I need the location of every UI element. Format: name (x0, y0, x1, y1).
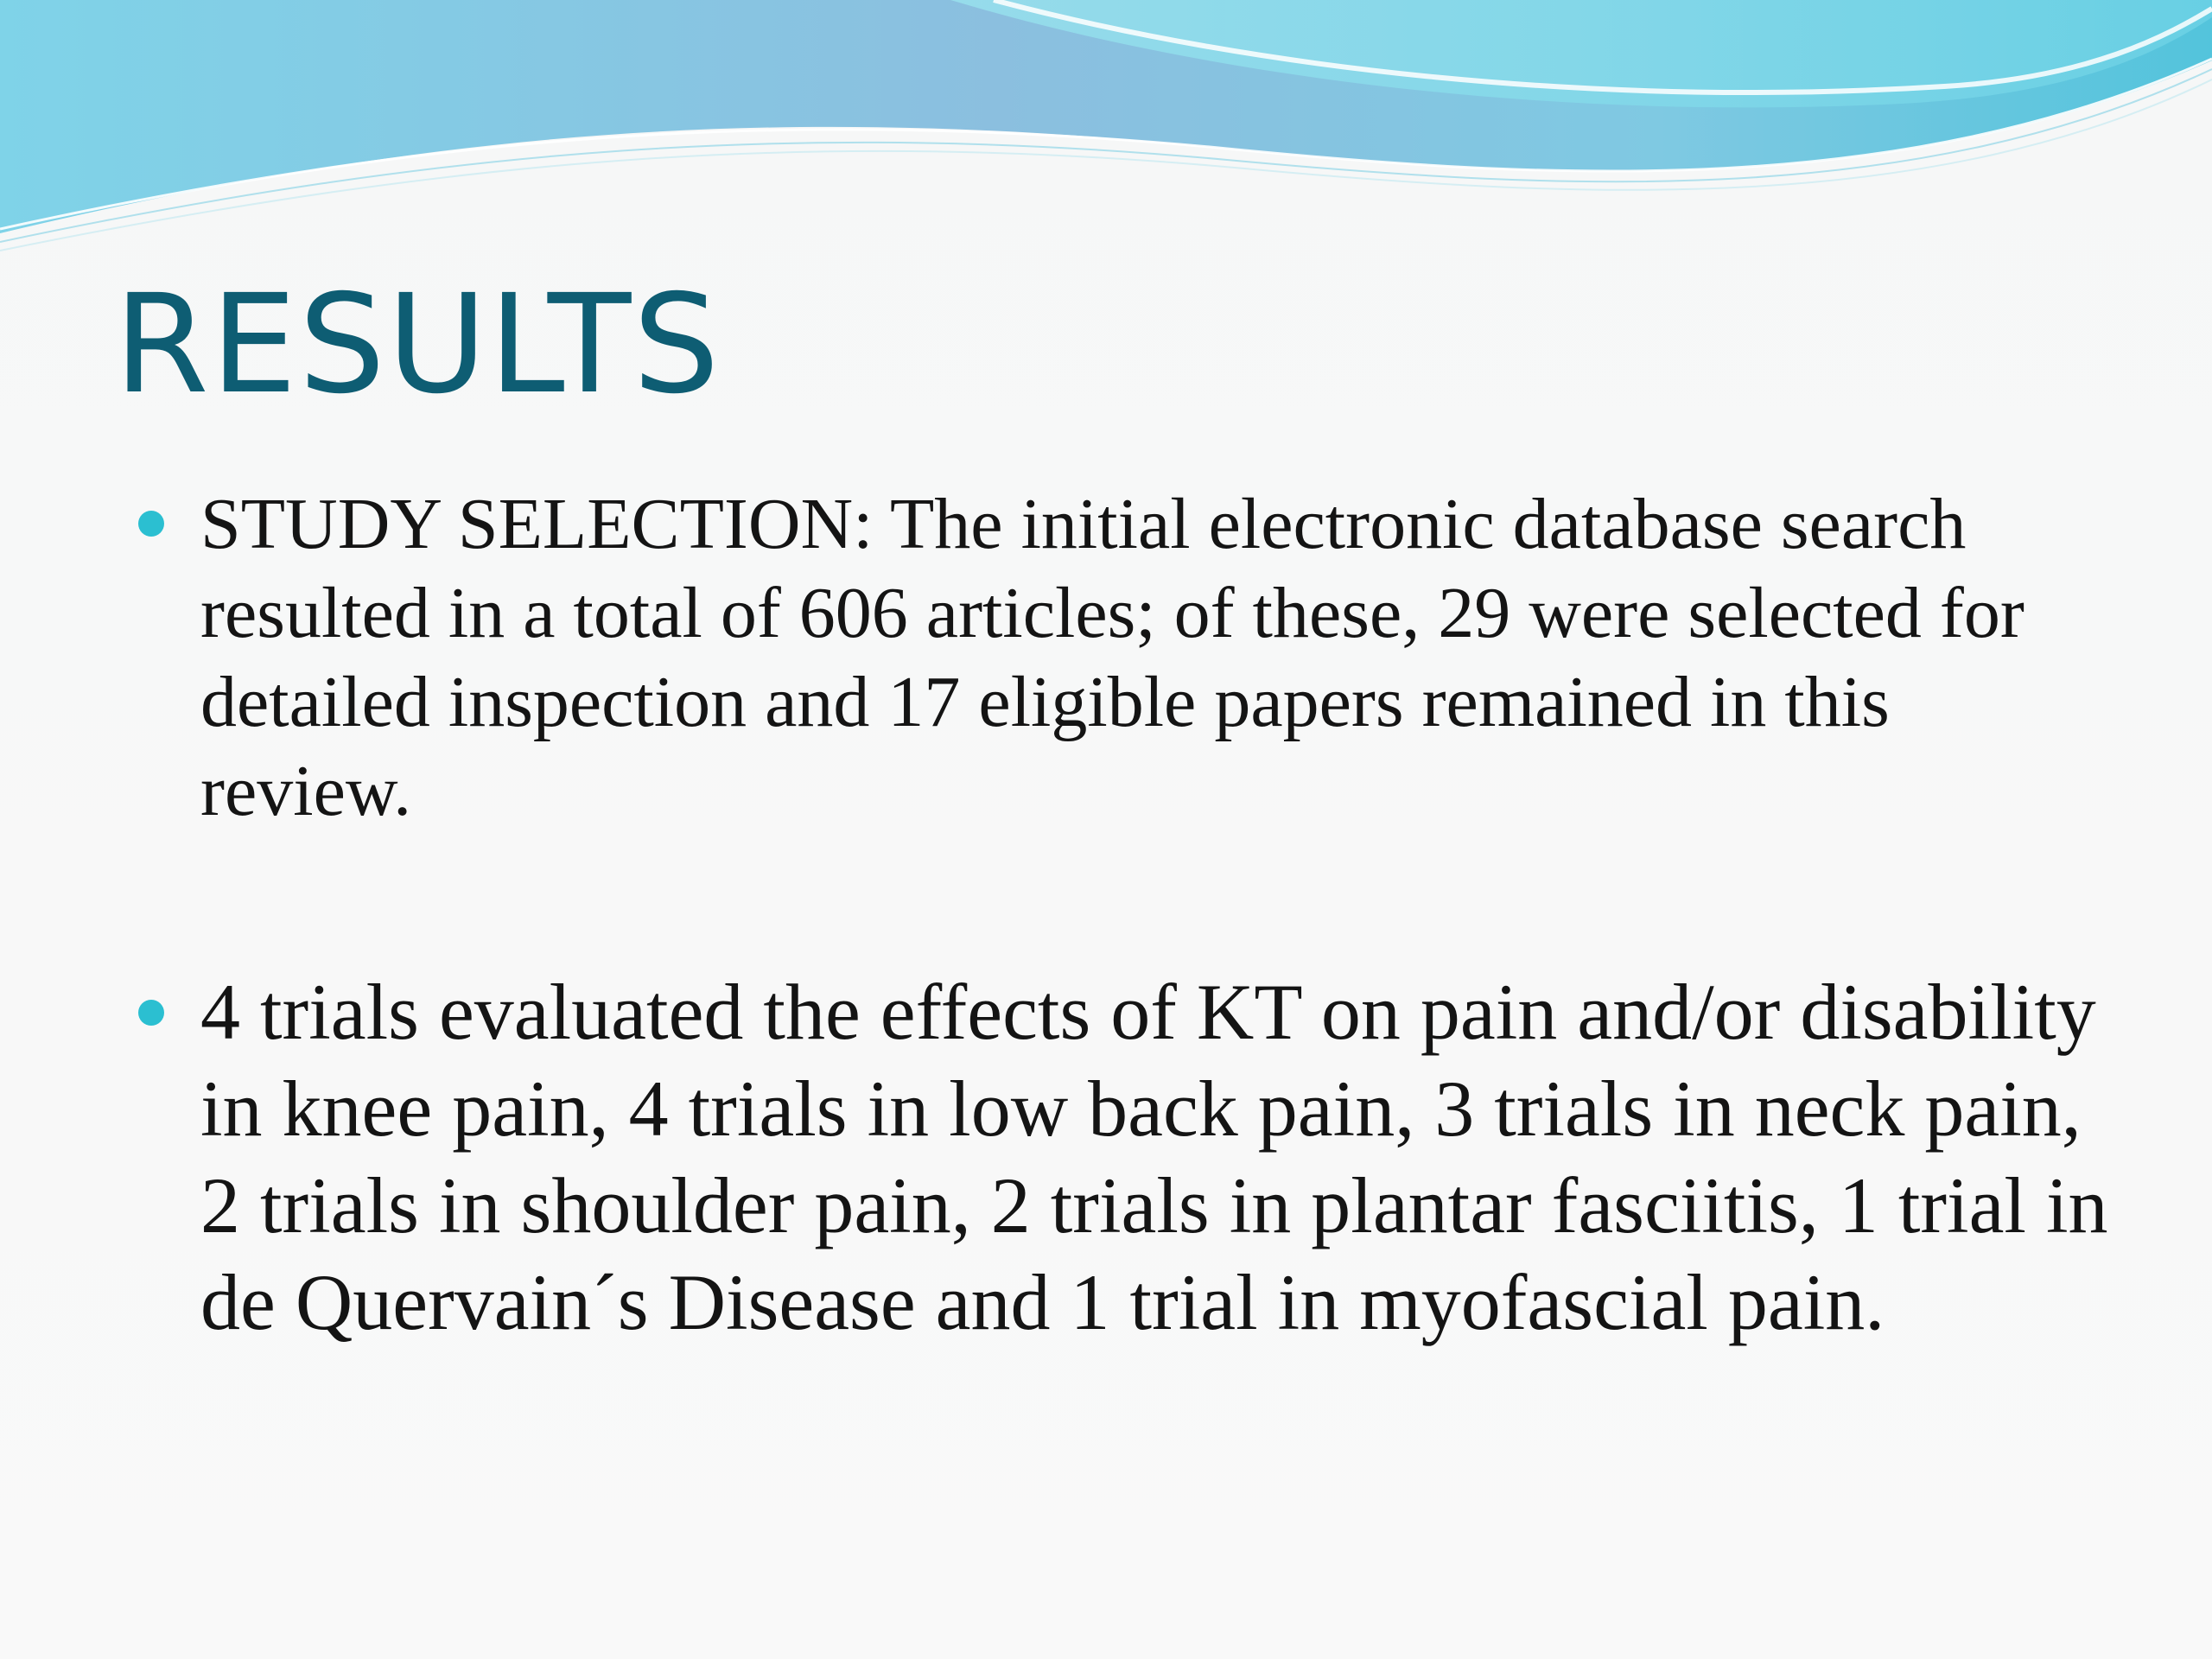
bullet-dot-icon (138, 1000, 164, 1026)
bullet-list-trials (138, 963, 2117, 1351)
bullet-list-study-selection (138, 480, 2117, 836)
bullet-item-trials (138, 963, 2117, 1351)
bullet-item-study-selection (138, 480, 2117, 836)
slide-title: RESULTS (114, 265, 721, 424)
bullet-text-trials: 4 trials evaluated the effects of KT on pain and/or disability in knee pain, 4 trials in low back pain, 3 trials in neck pain, 2 trials in shoulder pain, 2 trials in plantar fasciitis, 1 trial in de Quervain´s Disease and 1 trial in myofascial pain. (200, 968, 2108, 1346)
bullet-text-study-selection: STUDY SELECTION: The initial electronic database search resulted in a total of 606 articles; of these, 29 were selected for detailed inspection and 17 eligible papers remained in this review. (200, 484, 2024, 831)
header-wave-decoration (0, 0, 2212, 276)
bullet-dot-icon (138, 511, 164, 537)
